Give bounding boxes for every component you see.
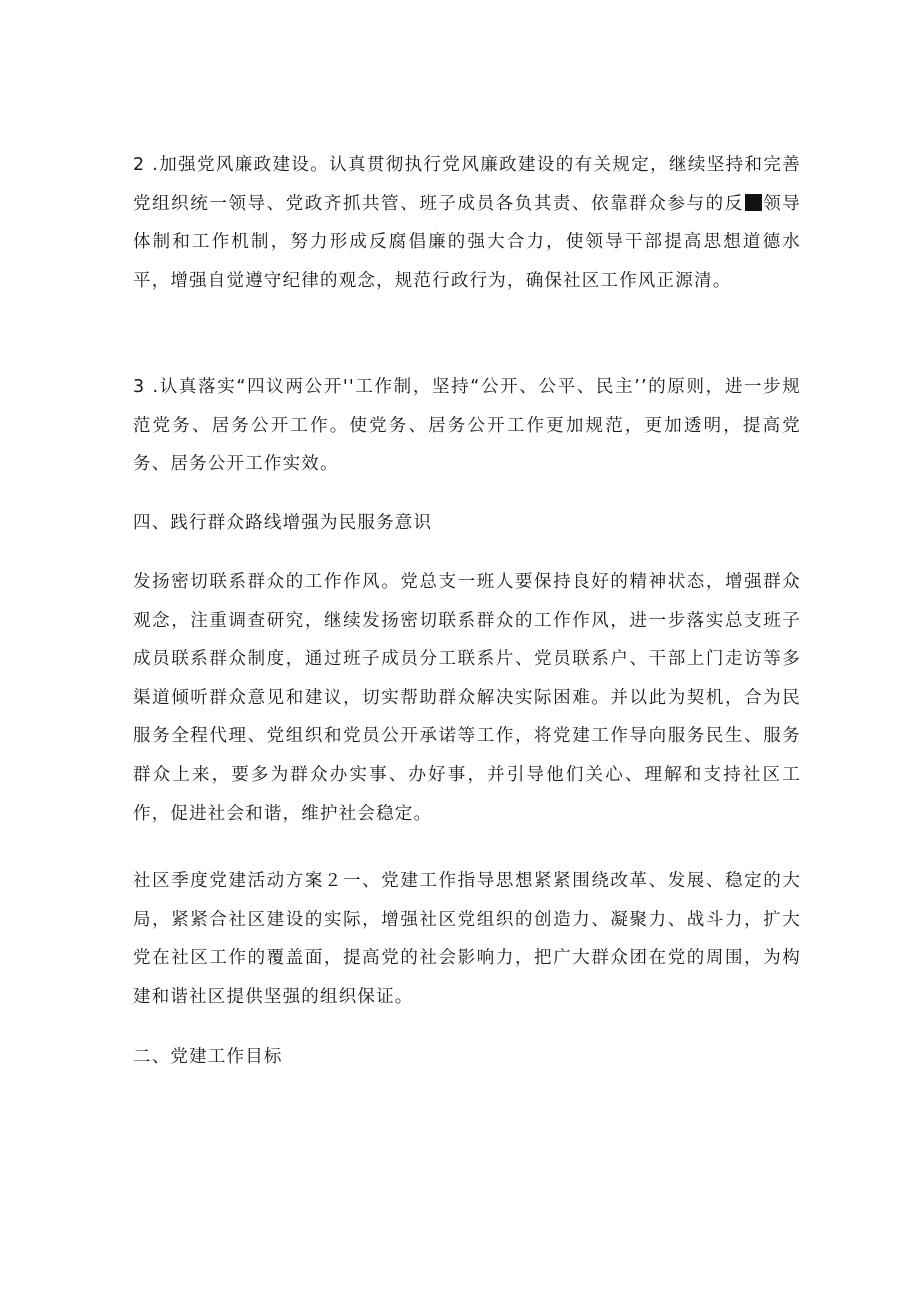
paragraph-mass-line: 发扬密切联系群众的工作作风。党总支一班人要保持良好的精神状态，增强群众观念，注重调查研究，继续发扬密切联系群众的工作作风，进一步落实总支班子成员联系群众制度，通过班子成员分工联系片、党员联系户、干部上门走访等多渠道倾听群众意见和建议，切实帮助群众解决实际困难。并以此为契机，合为民服务全程代理、党组织和党员公开承诺等工作，将党建工作导向服务民生、服务群众上来，要多为群众办实事、办好事，并引导他们关心、理解和支持社区工作，促进社会和谐，维护社会稳定。 xyxy=(133,572,801,824)
section-heading-mass-line: 四、践行群众路线增强为民服务意识 xyxy=(133,513,433,533)
paragraph-party-conduct-text-end: 领导体制和工作机制，努力形成反腐倡廉的强大合力，使领导干部提高思想道德水平，增强自觉遵守纪律的观念，规范行政行为，确保社区工作风正源清。 xyxy=(133,193,801,291)
paragraph-party-conduct xyxy=(133,146,801,300)
paragraph-party-conduct-text-start: 2 .加强党风廉政建设。认真贯彻执行党风廉政建设的有关规定，继续坚持和完善党组织统一领导、党政齐抓共管、班子成员各负其责、依靠群众参与的反 xyxy=(133,155,801,214)
redaction-block xyxy=(745,194,762,211)
paragraph-openness: 3 .认真落实“四议两公开''工作制，坚持“公开、公平、民主’’的原则，进一步规范党务、居务公开工作。使党务、居务公开工作更加规范，更加透明，提高党务、居务公开工作实效。 xyxy=(133,377,801,475)
paragraph-activity-plan: 社区季度党建活动方案２一、党建工作指导思想紧紧围绕改革、发展、稳定的大局，紧紧合社区建设的实际，增强社区党组织的创造力、凝聚力、战斗力，扩大党在社区工作的覆盖面，提高党的社会影响力，把广大群众团在党的周围，为构建和谐社区提供坚强的组织保证。 xyxy=(133,871,801,1007)
section-heading-goals: 二、党建工作目标 xyxy=(133,1047,283,1067)
